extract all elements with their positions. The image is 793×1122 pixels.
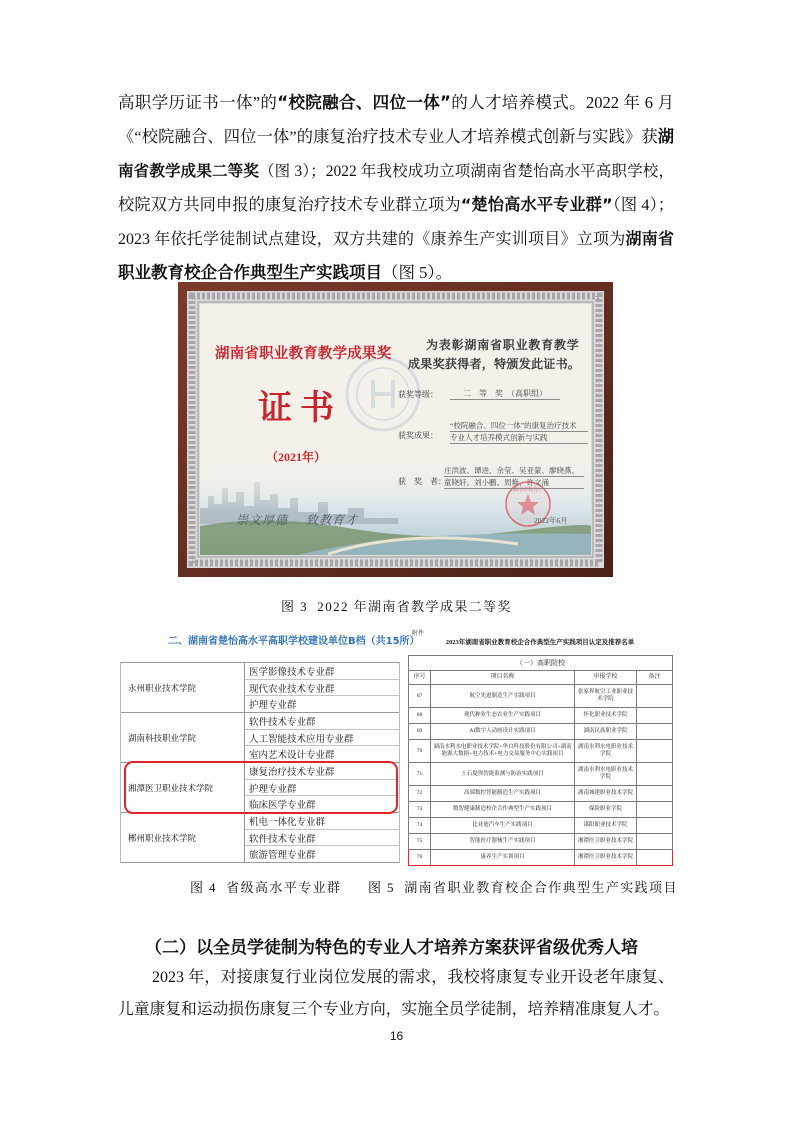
certificate-title: 湖南省职业教育教学成果奖 [215, 346, 392, 362]
bold-text: 湖南省 [625, 229, 674, 248]
certificate-citation-line1: 为表彰湖南省职业教育教学 [426, 338, 580, 352]
fig4-program-name: 软件技术专业群 [245, 713, 399, 730]
fig5-project-name: 土石堤坝智能监测与防治实践项目 [431, 763, 575, 786]
fig4-program-list [245, 813, 399, 862]
intro-line [118, 154, 674, 188]
body-text: 校院双方共同申报的康复治疗技术专业群立项为 [118, 196, 461, 214]
certificate-photo [178, 282, 613, 577]
fig5-row [409, 786, 673, 802]
certificate-year: （2021年） [266, 450, 327, 464]
fig4-program-name: 室内艺术设计专业群 [249, 751, 335, 762]
fig5-project-name: 高端数控智能制造生产实践项目 [431, 786, 575, 802]
body-text: （图 3）；2022 年我校成功立项湖南省楚怡高水平高职学校， [259, 163, 674, 180]
fig4-school-name: 湘潭医卫职业技术学院 [121, 763, 245, 812]
fig4-school-name: 湖南科技职业学院 [121, 713, 245, 762]
fig4-program-name: 旅游管理专业群 [249, 851, 316, 862]
body-text: （图 5）。 [382, 263, 453, 282]
certificate-heading: 证书 [258, 390, 342, 427]
fig5-project-name: AI数字人动画设计实践项目 [431, 724, 575, 740]
page-number: 16 [389, 1029, 404, 1043]
fig4-program-name: 康复治疗技术专业群 [245, 763, 399, 780]
bold-text: 职业教育校企合作典型生产实践项目 [118, 263, 382, 282]
fig5-section-title: （一）高职院校 [409, 656, 673, 671]
winners-label: 获 奖 者： [398, 477, 446, 486]
fig5-row-number: 70 [409, 740, 431, 763]
fig5-row-number: 76 [409, 850, 431, 866]
fig5-note [637, 724, 673, 740]
winners-line1: 庄洪波、谭进、余莹、吴亚蒙、廖晓燕、 [444, 465, 584, 477]
fig5-note [637, 850, 673, 866]
fig5-note [637, 685, 673, 708]
fig5-row-number: 69 [409, 724, 431, 740]
figure3-caption: 图 3 2022 年湖南省教学成果二等奖 [281, 599, 512, 614]
fig5-note [637, 802, 673, 818]
award-level-value: 二 等 奖 （高职组） [450, 388, 560, 400]
fig4-school-group [121, 713, 399, 763]
fig5-project-name: 湖南水利水电职业技术学院+华自科技股份有限公司+湖南能源大数据+电力技术+电力交易服务中心实践项目 [431, 740, 575, 763]
fig4-program-name: 护理专业群 [249, 701, 297, 712]
body-text: 2023 年依托学徒制试点建设，双方共建的《康养生产实训项目》立项为 [118, 231, 626, 248]
fig5-school-name: 保险职业学院 [575, 802, 637, 818]
fig5-section-row [409, 656, 673, 671]
fig5-school-name: 湘潭医卫职业技术学院 [575, 850, 637, 866]
fig5-row [409, 724, 673, 740]
fig5-row [409, 708, 673, 724]
fig5-school-name: 湖南水利水电职业技术学院 [575, 740, 637, 763]
fig4-program-name: 临床医学专业群 [249, 801, 316, 812]
fig4-header: 二、湖南省楚怡高水平高职学校建设单位B档（共15所） [168, 636, 420, 647]
fig5-school-name: 邵阳职业技术学院 [575, 818, 637, 834]
fig4-program-list [245, 663, 399, 712]
fig5-row-number: 74 [409, 818, 431, 834]
fig4-school-group [121, 763, 399, 813]
fig5-row-number: 72 [409, 786, 431, 802]
award-result-label: 获奖成果： [398, 431, 438, 440]
fig5-note [637, 834, 673, 850]
fig5-row [409, 740, 673, 763]
bold-text: 南省教学成果二等奖 [118, 162, 260, 180]
bold-text: 湖 [657, 127, 674, 146]
fig5-row [409, 763, 673, 786]
fig5-note [637, 818, 673, 834]
intro-line [118, 120, 674, 154]
fig5-project-name: 康养生产实训项目 [431, 850, 575, 866]
certificate-date: 2022年6月 [534, 516, 568, 525]
seal-text: 湖南省教育厅 [512, 488, 544, 493]
section2-line: 儿童康复和运动损伤康复三个专业方向，实施全员学徒制，培养精准康复人才。 [118, 1001, 670, 1018]
figure5-caption: 图 5 湖南省职业教育校企合作典型生产实践项目 [368, 880, 678, 895]
fig5-table [408, 655, 673, 866]
fig5-note [637, 763, 673, 786]
fig4-school-group [121, 663, 399, 713]
intro-line [118, 86, 674, 120]
bold-text: “校院融合、四位一体” [277, 93, 451, 112]
fig5-row [409, 818, 673, 834]
fig5-row-number: 75 [409, 834, 431, 850]
certificate-motto-left: 崇文厚德 [236, 513, 289, 527]
figure4-caption: 图 4 省级高水平专业群 [190, 880, 342, 895]
fig4-school-name: 永州职业技术学院 [121, 663, 245, 712]
fig5-school-name: 张家界航空工业职业技术学院 [575, 685, 637, 708]
award-level-label: 获奖等级： [398, 390, 438, 399]
fig5-col-header: 序号 [409, 671, 431, 685]
body-text: 《“校院融合、四位一体”的康复治疗技术专业人才培养模式创新与实践》获 [118, 128, 658, 146]
section2-heading: （二）以全员学徒制为特色的专业人才培养方案获评省级优秀人培 [145, 938, 638, 958]
fig5-row [409, 685, 673, 708]
fig5-row-number: 68 [409, 708, 431, 724]
fig4-program-list [245, 713, 399, 762]
fig4-program-name: 人工智能技术应用专业群 [245, 730, 399, 747]
award-result-line2: 专业人才培养模式创新与实践 [450, 432, 588, 444]
fig5-note [637, 786, 673, 802]
fig5-project-name: 航空先进制造生产实践项目 [431, 685, 575, 708]
fig5-attachment-label: 附件 [412, 631, 425, 637]
fig5-row-number: 67 [409, 685, 431, 708]
fig5-row [409, 802, 673, 818]
fig5-school-name: 湖南城建职业技术学院 [575, 786, 637, 802]
fig5-project-name: 智能医疗器械生产实践项目 [431, 834, 575, 850]
fig5-note [637, 708, 673, 724]
fig5-note [637, 740, 673, 763]
fig5-school-name: 湘潭医卫职业技术学院 [575, 834, 637, 850]
fig4-program-name: 机电一体化专业群 [245, 813, 399, 830]
intro-line [118, 222, 674, 256]
award-result-line1: “校院融合、四位一体”的康复治疗技术 [450, 420, 588, 432]
fig5-rows [409, 685, 673, 866]
fig5-row [409, 834, 673, 850]
fig4-program-list [245, 763, 399, 812]
section2-paragraph [118, 962, 674, 1026]
fig5-col-header: 申报学校 [575, 671, 637, 685]
certificate-motto-right: 致教育才 [306, 513, 359, 527]
fig5-header-row [409, 671, 673, 685]
bold-text: “楚怡高水平专业群” [460, 195, 613, 214]
fig5-row-number: 71 [409, 763, 431, 786]
fig4-program-name: 软件技术专业群 [245, 830, 399, 847]
fig5-project-name: 比亚迪汽车生产实践项目 [431, 818, 575, 834]
fig5-project-name: 数智健康制造校企合作典型生产实践项目 [431, 802, 575, 818]
fig5-row-number: 73 [409, 802, 431, 818]
fig4-program-name: 护理专业群 [245, 780, 399, 797]
certificate-citation-line2: 成果奖获得者，特颁发此证书。 [408, 357, 581, 371]
fig5-project-name: 现代种业生态农业生产实践项目 [431, 708, 575, 724]
fig4-school-group [121, 813, 399, 863]
fig5-col-header: 项目名称 [431, 671, 575, 685]
fig4-school-name: 郴州职业技术学院 [121, 813, 245, 862]
fig5-school-name: 怀化职业技术学院 [575, 708, 637, 724]
fig4-program-name: 医学影像技术专业群 [245, 663, 399, 680]
body-text: 的人才培养模式。2022 年 6 月 [450, 93, 674, 112]
winners-line2: 童晓轩、刘小鹏、周艳、许文涌 [444, 477, 584, 489]
fig5-row [409, 850, 673, 866]
intro-paragraph [118, 86, 674, 290]
section2-line: 2023 年，对接康复行业岗位发展的需求，我校将康复专业开设老年康复、 [152, 969, 674, 986]
fig5-title: 2023年湖南省职业教育校企合作典型生产实践项目认定及推荐名单 [445, 639, 635, 646]
fig4-table [120, 662, 400, 863]
fig5-col-header: 备注 [637, 671, 673, 685]
fig5-school-name: 湖南水利水电职业技术学院 [575, 763, 637, 786]
fig4-program-name: 现代农业技术专业群 [245, 680, 399, 697]
intro-line [118, 188, 674, 222]
body-text: 高职学历证书一体”的 [118, 93, 278, 112]
fig5-school-name: 湖南民族职业学院 [575, 724, 637, 740]
body-text: （图 4）； [612, 196, 674, 214]
